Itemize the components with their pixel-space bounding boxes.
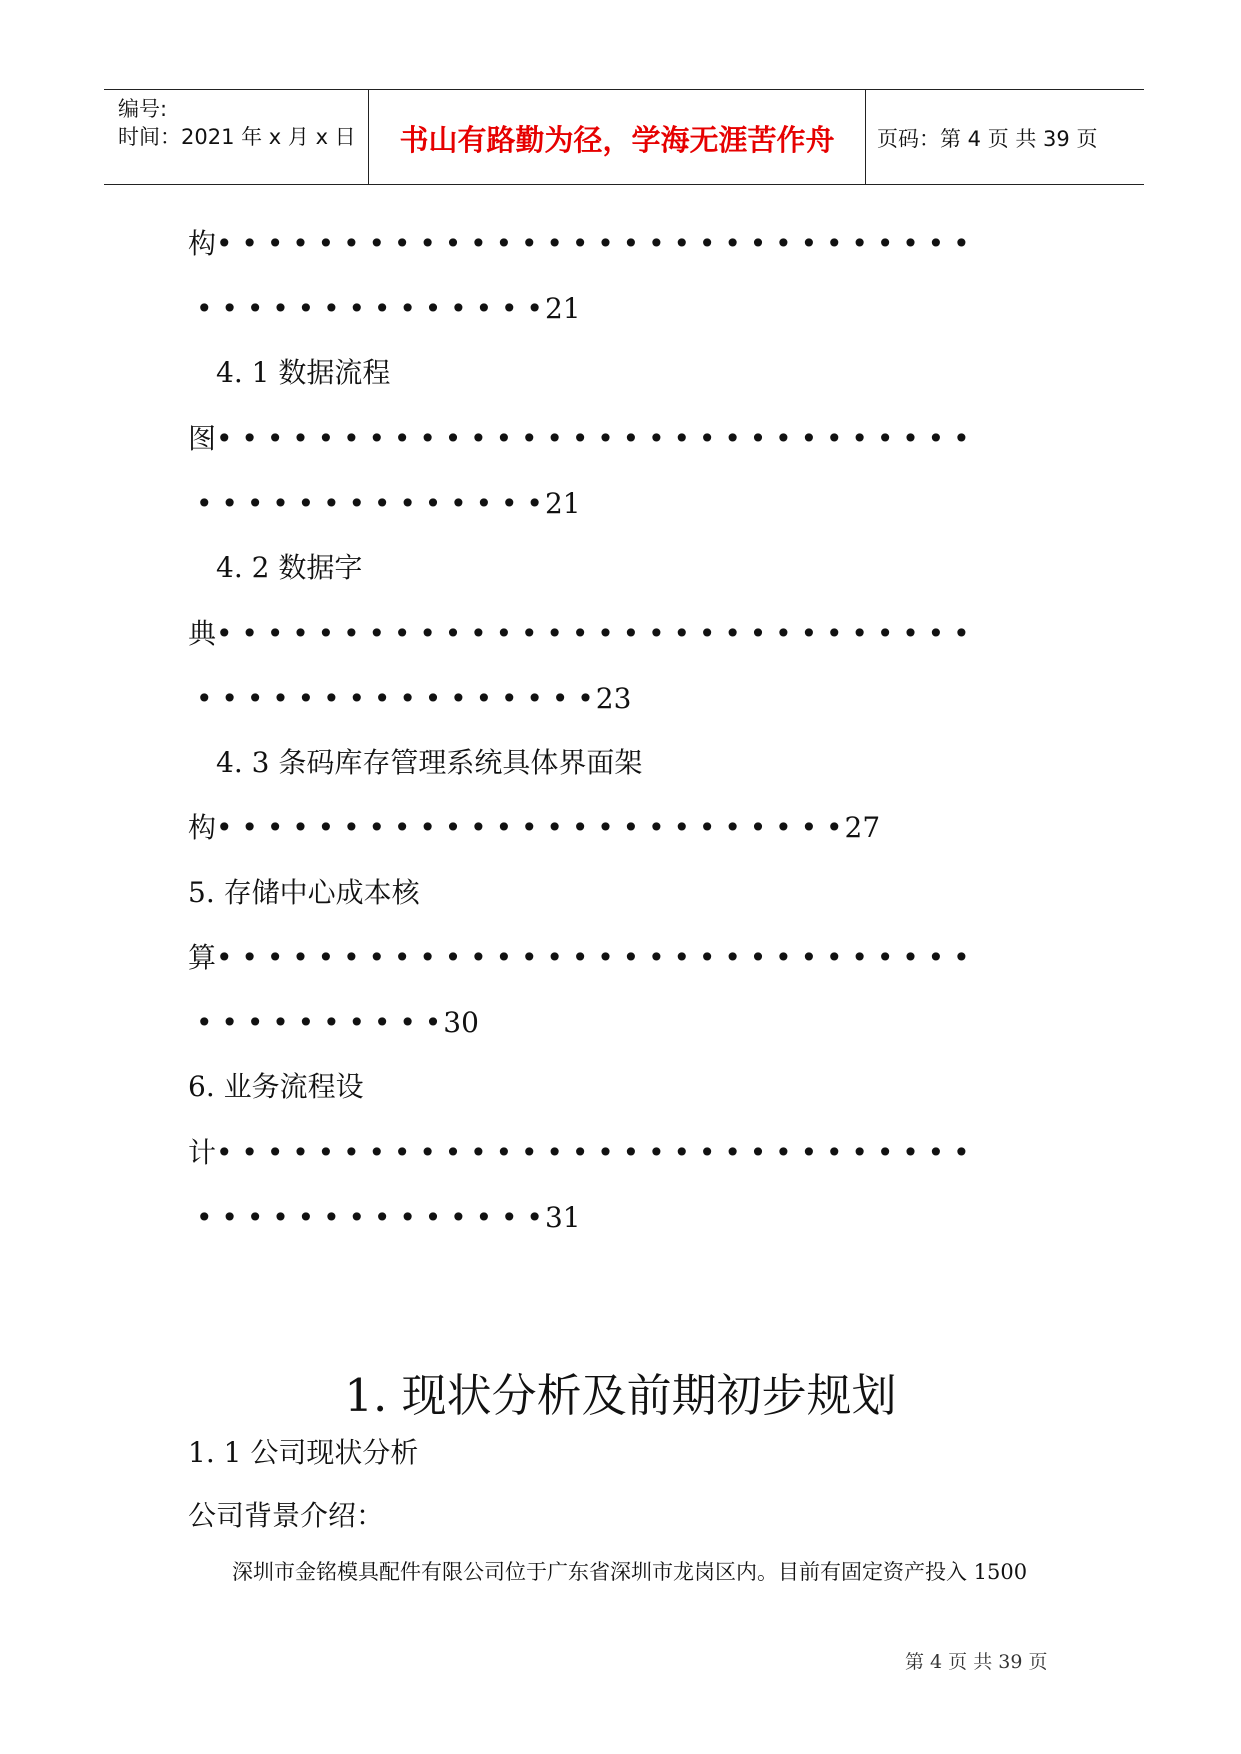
toc-leader-dots: • • • • • • • • • • • • • •: [196, 487, 543, 520]
page-footer: 第 4 页 共 39 页: [905, 1651, 1048, 1673]
toc-text: 典: [188, 617, 217, 650]
header-right-cell: [865, 90, 1144, 184]
toc-text: 计: [188, 1136, 217, 1169]
doc-time-label: 时间：2021 年 x 月 x 日: [118, 125, 356, 149]
toc-line[interactable]: [196, 486, 581, 522]
toc-text: 构: [188, 811, 217, 844]
toc-leader-dots: • • • • • • • • • • • • • •: [196, 292, 543, 325]
toc-page-number: 21: [544, 292, 581, 325]
toc-leader-dots: • • • • • • • • • • • • • •: [196, 1201, 543, 1234]
toc-line[interactable]: [196, 1200, 581, 1236]
toc-line[interactable]: [188, 810, 880, 846]
toc-line[interactable]: [196, 1005, 479, 1041]
header-center-cell: [368, 90, 866, 184]
toc-text: 6. 业务流程设: [188, 1070, 364, 1103]
toc-line[interactable]: [188, 875, 420, 911]
subsection-title: 1. 1 公司现状分析: [188, 1436, 419, 1469]
toc-text: 4. 2 数据字: [216, 551, 363, 584]
toc-line[interactable]: [196, 291, 581, 327]
toc-line[interactable]: [216, 355, 390, 391]
doc-id-label: 编号:: [118, 97, 168, 121]
toc-text: 算: [188, 941, 217, 974]
toc-line[interactable]: [216, 550, 362, 586]
toc-page-number: 21: [544, 487, 581, 520]
page-header: [104, 89, 1144, 185]
header-left-cell: [104, 90, 368, 184]
toc-page-number: 30: [443, 1006, 479, 1039]
toc-leader-dots: • • • • • • • • • •: [196, 1006, 442, 1039]
toc-line[interactable]: [188, 1069, 364, 1105]
toc-text: 4. 1 数据流程: [216, 356, 391, 389]
toc-text: 4. 3 条码库存管理系统具体界面架: [216, 746, 643, 779]
subsection-heading: 公司背景介绍：: [188, 1499, 385, 1532]
toc-text: 构: [188, 227, 217, 260]
toc-text: 5. 存储中心成本核: [188, 876, 420, 909]
toc-line[interactable]: [188, 616, 970, 652]
toc-leader-dots: • • • • • • • • • • • • • • • •: [196, 682, 594, 715]
toc-page-number: 31: [544, 1201, 581, 1234]
toc-leader-dots: • • • • • • • • • • • • • • • • • • • • • • • • • • • • • •: [216, 422, 970, 455]
toc-leader-dots: • • • • • • • • • • • • • • • • • • • • • • • • • • • • • •: [216, 1136, 970, 1169]
toc-text: 图: [188, 422, 217, 455]
toc-leader-dots: • • • • • • • • • • • • • • • • • • • • • • • • • • • • • •: [216, 227, 970, 260]
toc-page-number: 27: [844, 811, 881, 844]
header-page-label: 页码：第 4 页 共 39 页: [877, 127, 1098, 151]
header-motto: 书山有路勤为径，学海无涯苦作舟: [399, 123, 835, 157]
toc-leader-dots: • • • • • • • • • • • • • • • • • • • • • • • • • • • • • •: [216, 617, 970, 650]
body-paragraph: 深圳市金铭模具配件有限公司位于广东省深圳市龙岗区内。目前有固定资产投入 1500: [232, 1560, 1028, 1584]
toc-line[interactable]: [188, 226, 970, 262]
toc-line[interactable]: [188, 1135, 970, 1171]
section-title: 1. 现状分析及前期初步规划: [344, 1369, 897, 1422]
toc-line[interactable]: [196, 681, 631, 717]
toc-leader-dots: • • • • • • • • • • • • • • • • • • • • • • • • • • • • • •: [216, 941, 970, 974]
toc-line[interactable]: [188, 940, 970, 976]
toc-line[interactable]: [188, 421, 970, 457]
toc-line[interactable]: [216, 745, 642, 781]
toc-leader-dots: • • • • • • • • • • • • • • • • • • • • • • • • •: [216, 811, 843, 844]
toc-page-number: 23: [595, 682, 632, 715]
